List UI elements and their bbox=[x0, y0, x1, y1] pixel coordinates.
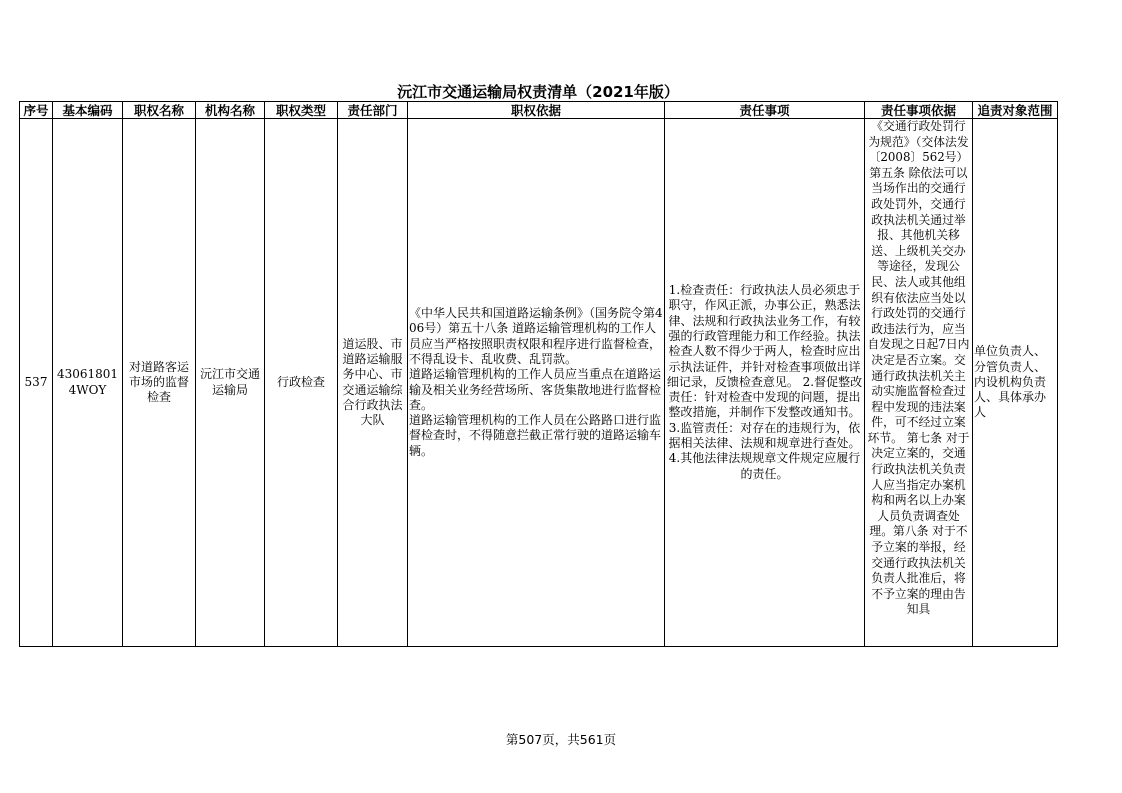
page-footer: 第507页，共561页 bbox=[505, 732, 617, 747]
cell-org-name: 沅江市交通运输局 bbox=[196, 119, 265, 647]
header-accountability: 追责对象范围 bbox=[973, 102, 1058, 119]
header-org-name: 机构名称 bbox=[196, 102, 265, 119]
header-department: 责任部门 bbox=[338, 102, 408, 119]
cell-index: 537 bbox=[20, 119, 53, 647]
header-responsibilities: 责任事项 bbox=[665, 102, 865, 119]
cell-code: 430618014WOY bbox=[53, 119, 123, 647]
header-index: 序号 bbox=[20, 102, 53, 119]
header-basis: 职权依据 bbox=[408, 102, 665, 119]
cell-resp-basis bbox=[865, 119, 973, 647]
cell-department: 道运股、市道路运输服务中心、市交通运输综合行政执法大队 bbox=[338, 119, 408, 647]
cell-power-name: 对道路客运市场的监督检查 bbox=[123, 119, 196, 647]
cell-basis: 《中华人民共和国道路运输条例》（国务院令第406号）第五十八条 道路运输管理机构的工作人员应当严格按照职责权限和程序进行监督检查，不得乱设卡、乱收费、乱罚款。 道路运输管理机构的工作人员应当重点在道路运输及相关业务经营场所、客货集散地进行监督检查。 道路运输管理机构的工作人员在公路路口进行监督检查时，不得随意拦截正常行驶的道路运输车辆。 bbox=[408, 119, 665, 647]
page-title: 沅江市交通运输局权责清单（2021年版） bbox=[397, 83, 679, 101]
cell-accountability: 单位负责人、分管负责人、内设机构负责人、具体承办人 bbox=[973, 119, 1058, 647]
resp-basis-text: 《交通行政处罚行为规范》（交体法发〔2008〕562号）第五条 除依法可以当场作出的交通行政处罚外，交通行政执法机关通过举报、其他机关移送、上级机关交办等途径，发现公民、法人或其他组织有依法应当处以行政处罚的交通行政违法行为，应当自发现之日起7日内决定是否立案。交通行政执法机关主动实施监督检查过程中发现的违法案件，可不经过立案环节。 第七条 对于决定立案的，交通行政执法机关负责人应当指定办案机构和两名以上办案人员负责调查处理。第八条 对于不予立案的举报，经交通行政执法机关负责人批准后，将不予立案的理由告知具 bbox=[867, 119, 970, 617]
header-power-type: 职权类型 bbox=[265, 102, 338, 119]
header-power-name: 职权名称 bbox=[123, 102, 196, 119]
table-header-row bbox=[20, 102, 1058, 119]
cell-power-type: 行政检查 bbox=[265, 119, 338, 647]
table-row bbox=[20, 119, 1058, 647]
power-list-table bbox=[19, 101, 1058, 647]
header-code: 基本编码 bbox=[53, 102, 123, 119]
header-resp-basis: 责任事项依据 bbox=[865, 102, 973, 119]
cell-responsibilities: 1.检查责任：行政执法人员必须忠于职守，作风正派，办事公正，熟悉法律、法规和行政执法业务工作，有较强的行政管理能力和工作经验。执法检查人数不得少于两人，检查时应出示执法证件，并针对检查事项做出详细记录，反馈检查意见。 2.督促整改责任：针对检查中发现的问题，提出整改措施，并制作下发整改通知书。 3.监管责任：对存在的违规行为，依据相关法律、法规和规章进行查处。 4.其他法律法规规章文件规定应履行的责任。 bbox=[665, 119, 865, 647]
